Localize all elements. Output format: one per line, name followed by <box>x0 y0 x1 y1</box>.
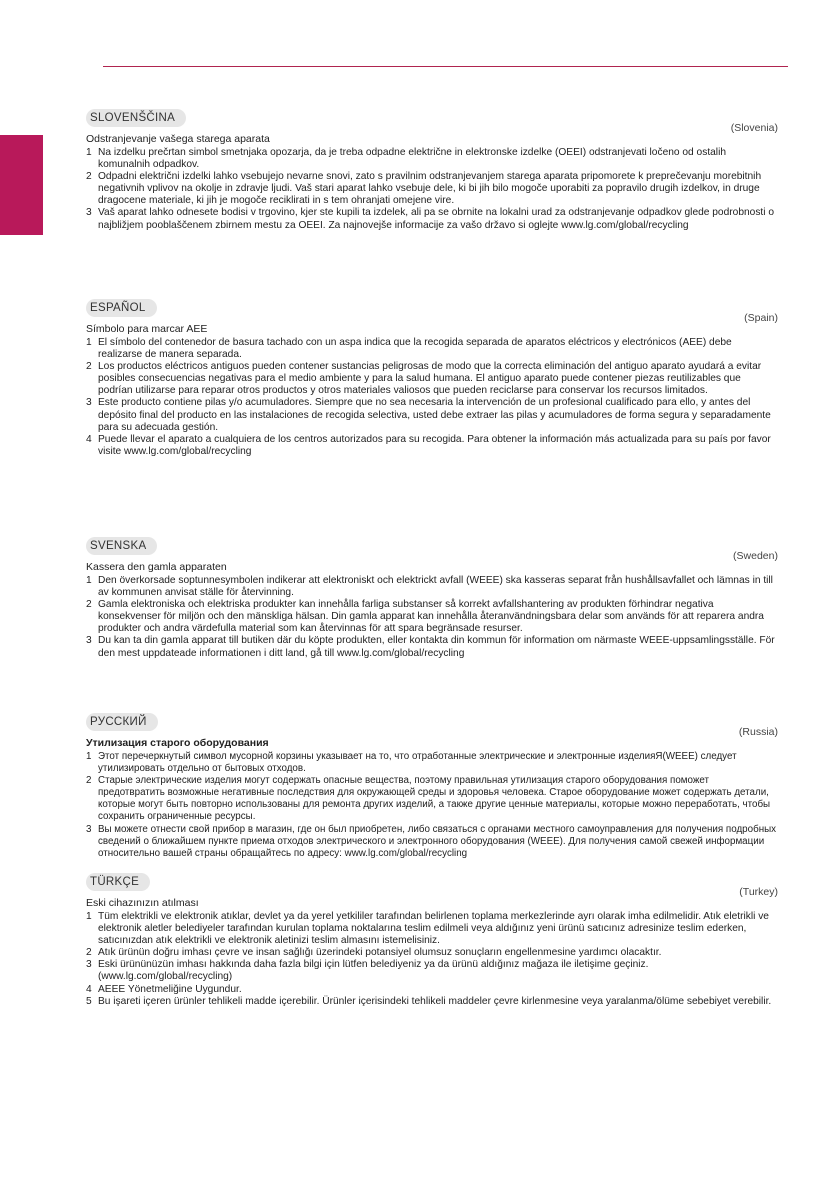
list-item: 1 Na izdelku prečrtan simbol smetnjaka opozarja, da je treba odpadne električne in elektronske izdelke (OEEI) odstranjevati ločeno od ostalih komunalnih odpadkov. <box>86 147 727 171</box>
language-badge: ESPAÑOL <box>86 299 157 317</box>
list-item: 1 Den överkorsade soptunnesymbolen indikerar att elektroniskt och elektrickt avfall (WEEE) ska kasseras separat från hushållsavfallet och lämnas in till av kommunen anvisat ställe för återvinning. <box>86 575 773 599</box>
section-subtitle: Eski cihazınızın atılması <box>86 897 199 909</box>
list-item: 2 Старые электрические изделия могут содержать опасные вещества, поэтому правильная утилизация старого оборудования поможет предотвратить возможные негативные последствия для окружающей среды и здоровья человека. Старое оборудование может содержать детали, которые могут быть повторно использованы для ремонта других изделий, а также другие ценные материалы, которые можно переработать, чтобы сохранить ограниченные ресурсы. <box>86 775 771 823</box>
language-badge: РУССКИЙ <box>86 713 158 731</box>
list-item: 3 Eski ürününüzün imhası hakkında daha fazla bilgi için lütfen belediyeniz ya da ürünü aldığınız mağaza ile iletişime geçiniz. (www.lg.com/global/recycling) <box>86 959 649 983</box>
section-spanish <box>86 298 778 536</box>
item-list <box>86 575 778 660</box>
item-list <box>86 337 778 458</box>
section-subtitle: Símbolo para marcar AEE <box>86 323 208 335</box>
section-subtitle: Утилизация старого оборудования <box>86 737 269 749</box>
list-item: 1 Tüm elektrikli ve elektronik atıklar, devlet ya da yerel yetkililer tarafından belirlenen toplama merkezlerinde ayrı olarak imha edilmelidir. Atık eletrikli ve elektronik aletler belediyeler tarafından kurulan toplama noktalarına teslim edilmeli veya aldığınız yeni ürünü satıcınız adresinize teslim ederken, satıcınızdan atık elektrikli ve elektronik aletinizi teslim almasını istemelisiniz. <box>86 911 769 947</box>
country-label: (Russia) <box>738 726 778 738</box>
item-list <box>86 911 778 1008</box>
side-tab-marker <box>0 135 43 235</box>
section-turkish <box>86 872 778 1008</box>
language-badge: SLOVENŠČINA <box>86 109 186 127</box>
item-list <box>86 147 778 232</box>
section-subtitle: Odstranjevanje vašega starega aparata <box>86 133 270 145</box>
list-item: 3 Du kan ta din gamla apparat till butiken där du köpte produkten, eller kontakta din kommun för information om närmaste WEEE-uppsamlingsställe. För den mest uppdateade informationen i ditt land, gå till www.lg.com/global/recycling <box>86 635 775 659</box>
list-item: 1 Этот перечеркнутый символ мусорной корзины указывает на то, что отработанные электрические и электронные изделияЯ(WEEE) следует утилизировать отдельно от бытовых отходов. <box>86 751 737 775</box>
section-swedish <box>86 536 778 712</box>
list-item: 3 Vaš aparat lahko odnesete bodisi v trgovino, kjer ste kupili ta izdelek, ali pa se obrnite na lokalni urad za odstranjevanje odpadkov glede podrobnosti o najbližjem pooblaščenem zbirnem mestu za OEEI. Za najnovejše informacije za vašo državo si oglejte www.lg.com/global/recycling <box>86 207 775 231</box>
country-label: (Slovenia) <box>730 122 778 134</box>
list-item: 2 Gamla elektroniska och elektriska produkter kan innehålla farliga substanser så korrekt avfallshantering av produkten förhindrar negativa konsekvenser för miljön och den mänskliga hälsan. Din gamla apparat kan innehålla återanvändningsbara delar som används för att reparera andra produkter och andra värdefulla material som kan återvinnas för att spara begränsade resurser. <box>86 599 764 635</box>
document-body <box>86 108 778 1008</box>
list-item: 2 Atık ürünün doğru imhası çevre ve insan sağlığı üzerindeki potansiyel olumsuz sonuçların engellenmesine yardımcı olacaktır. <box>86 947 662 959</box>
country-label: (Turkey) <box>739 886 778 898</box>
language-badge: TÜRKÇE <box>86 873 150 891</box>
country-label: (Sweden) <box>733 550 778 562</box>
list-item: 3 Este producto contiene pilas y/o acumuladores. Siempre que no sea necesaria la intervención de un profesional cualificado para ello, y antes del depósito final del producto en las instalaciones de recogida selectiva, usted debe extraer las pilas y acumuladores de forma segura y separadamente para su adecuada gestión. <box>86 397 771 433</box>
country-label: (Spain) <box>744 312 778 324</box>
section-subtitle: Kassera den gamla apparaten <box>86 561 227 573</box>
section-slovenian <box>86 108 778 298</box>
list-item: 5 Bu işareti içeren ürünler tehlikeli madde içerebilir. Ürünler içerisindeki tehlikeli maddeler çevre kirlenmesine veya yaralanma/ölüme sebebiyet verebilir. <box>86 995 772 1007</box>
header-rule <box>103 66 788 67</box>
list-item: 3 Вы можете отнести свой прибор в магазин, где он был приобретен, либо связаться с органами местного самоуправления для получения подробных сведений о ближайшем пункте приема отходов электрического и электронного оборудования (WEEE). Для получения самой свежей информации относительно вашей страны обращайтесь по адресу: www.lg.com/global/recycling <box>86 823 777 859</box>
list-item: 2 Los productos eléctricos antiguos pueden contener sustancias peligrosas de modo que la correcta eliminación del antiguo aparato ayudará a evitar posibles consecuencias negativas para el medio ambiente y para la salud humana. El antiguo aparato puede contener piezas reutilizables que podrían utilizarse para reparar otros productos y otros materiales valiosos que pueden reciclarse para conservar los recursos limitados. <box>86 361 762 397</box>
list-item: 4 Puede llevar el aparato a cualquiera de los centros autorizados para su recogida. Para obtener la información más actualizada para su país por favor visite www.lg.com/global/recycling <box>86 433 771 457</box>
list-item: 2 Odpadni električni izdelki lahko vsebujejo nevarne snovi, zato s pravilnim odstranjevanjem starega aparata pripomorete k preprečevanju morebitnih negativnih vplivov na okolje in zdravje ljudi. Vaš stari aparat lahko vsebuje dele, ki bi jih bilo mogoče uporabiti za popravilo drugih izdelkov, in druge dragocene materiale, ki jih je mogoče reciklirati in s tem ohranjati omejene vire. <box>86 171 762 207</box>
list-item: 1 El símbolo del contenedor de basura tachado con un aspa indica que la recogida separada de aparatos eléctricos y electrónicos (AEE) debe realizarse de manera separada. <box>86 337 732 361</box>
section-russian <box>86 712 778 872</box>
language-badge: SVENSKA <box>86 537 157 555</box>
list-item: 4 AEEE Yönetmeliğine Uygundur. <box>86 983 242 995</box>
item-list <box>86 751 778 860</box>
